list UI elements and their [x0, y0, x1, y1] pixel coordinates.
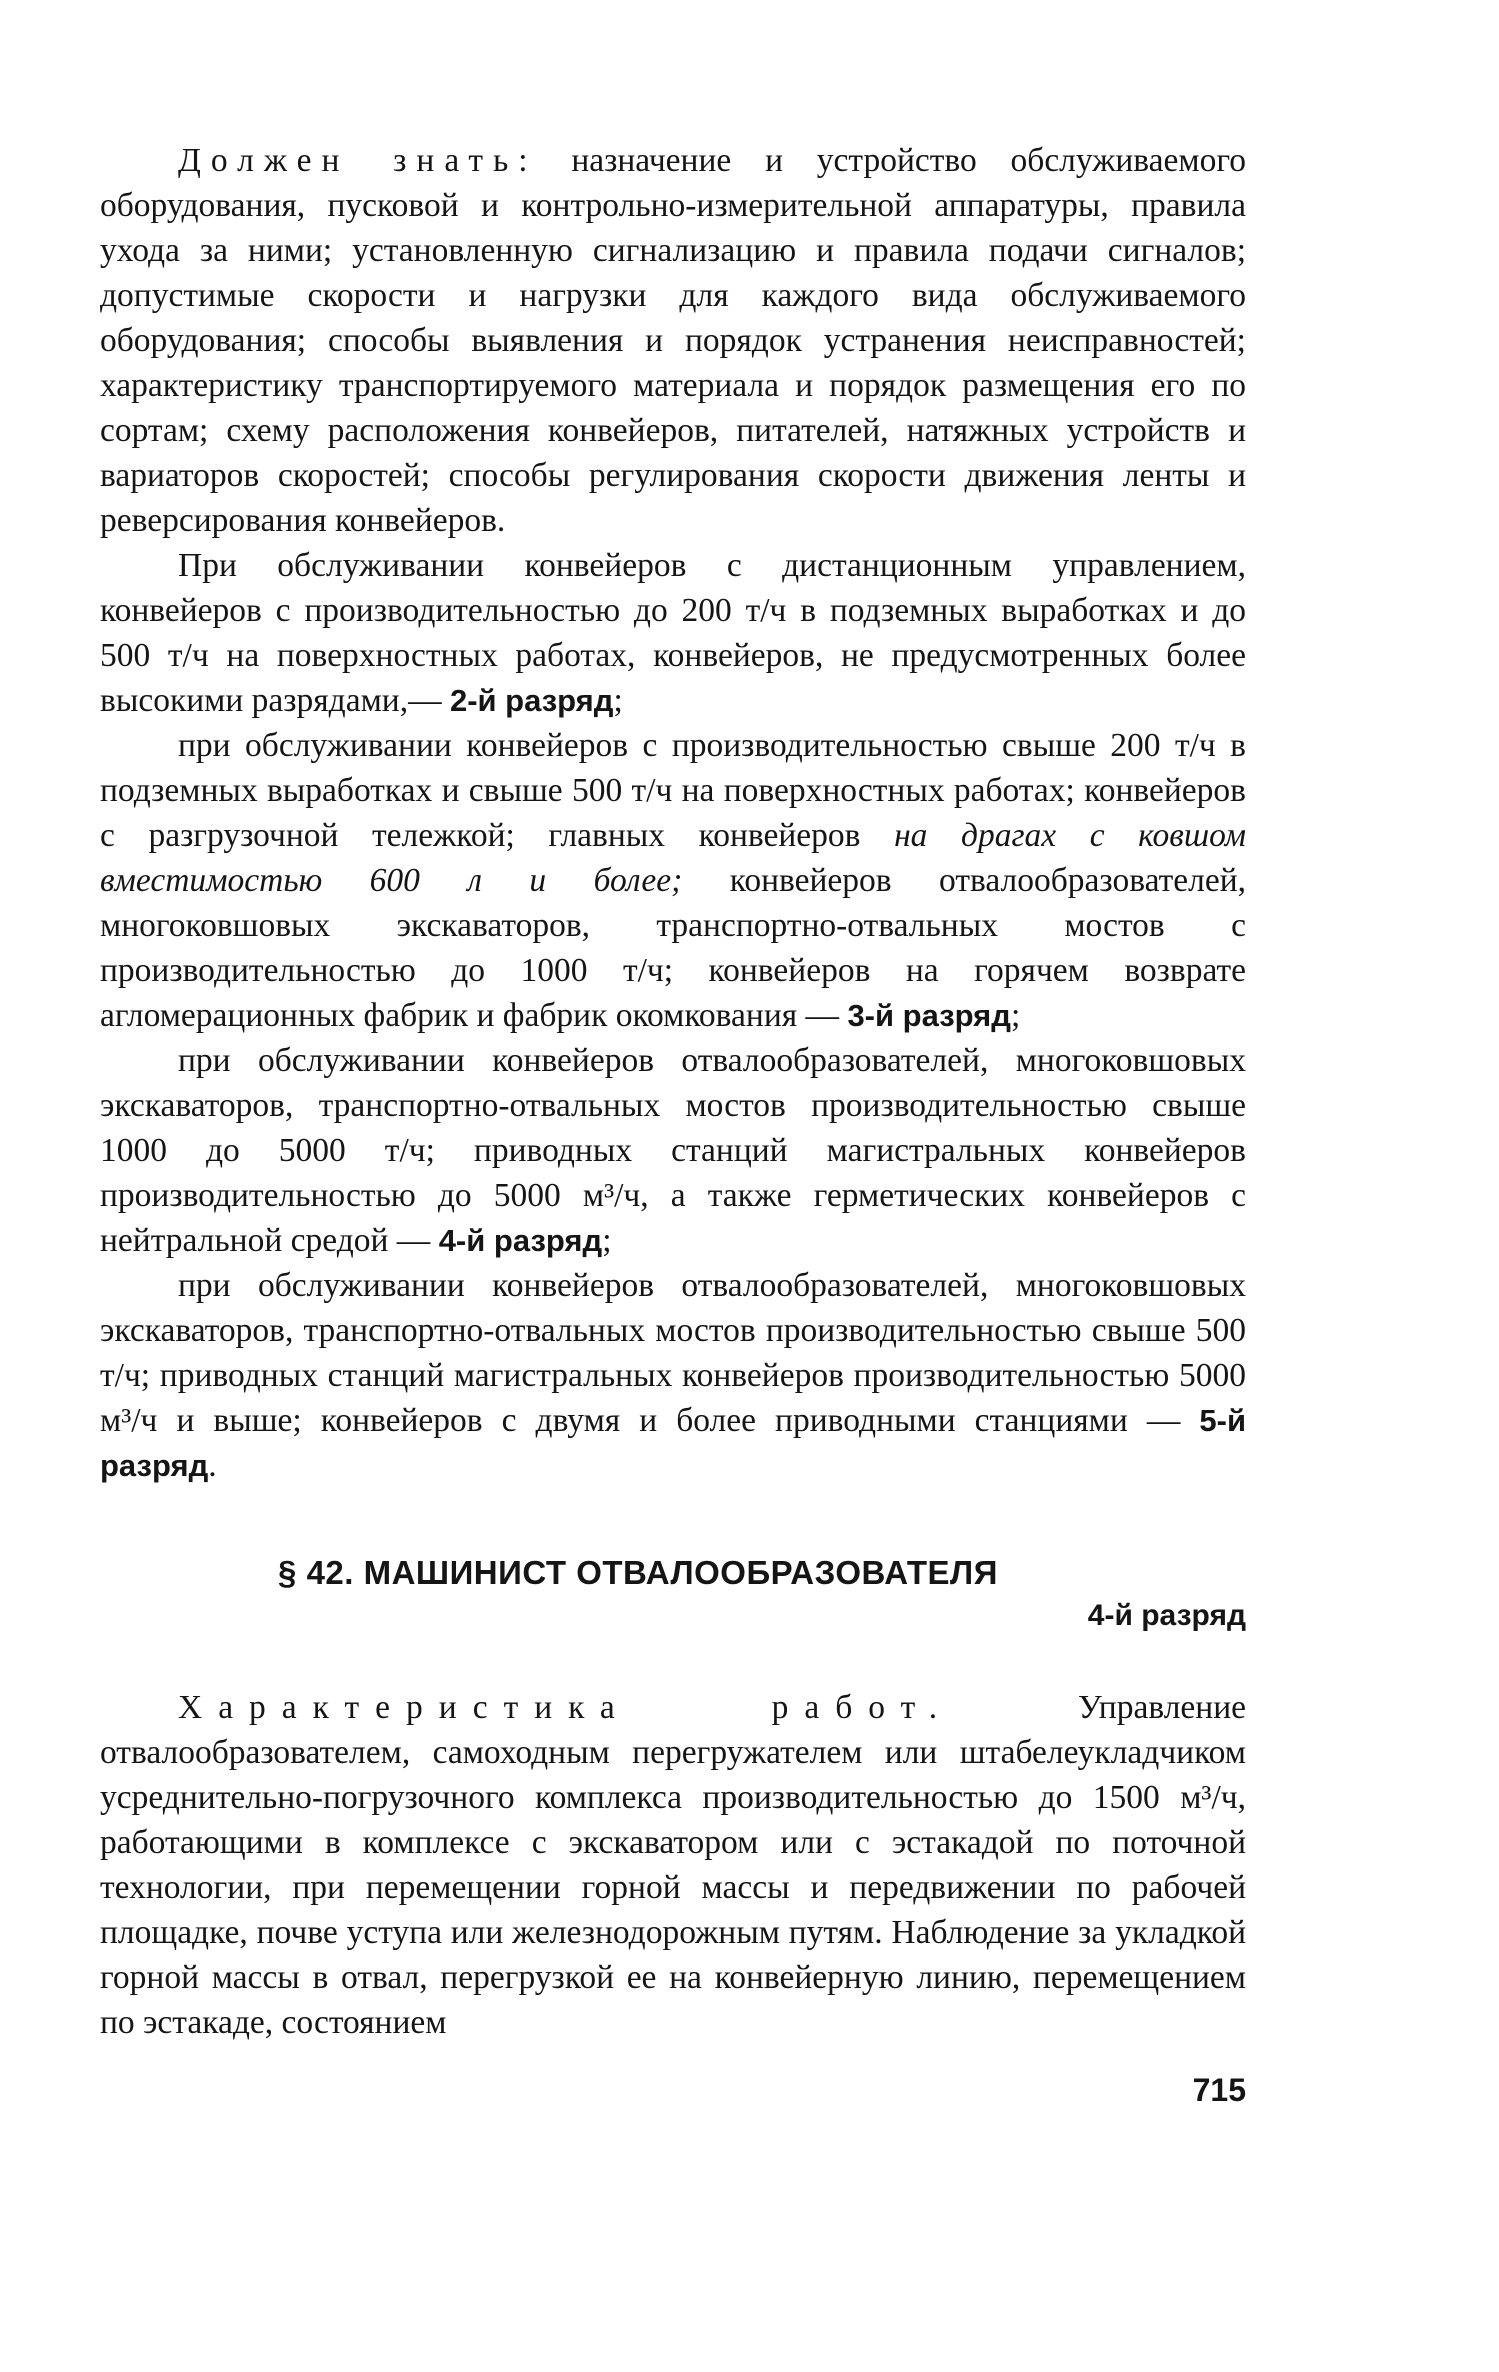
section-grade: 4-й разряд: [1087, 1599, 1246, 1632]
grade-label: 4-й разряд: [438, 1223, 603, 1258]
paragraph-text: при обслуживании конвейеров отвалообразователей, многоковшовых экскаваторов, транспортно-отвальных мостов производительностью свыше 1000 до 5000 т/ч; приводных станций магистральных конвейеров производительностью до 5000 м³/ч, а также герметических конвейеров с нейтральной средой —: [100, 1042, 1246, 1259]
section-heading: § 42. МАШИНИСТ ОТВАЛООБРАЗОВАТЕЛЯ: [278, 1554, 998, 1591]
grade-label: 2-й разряд: [449, 683, 614, 718]
paragraph-end: ;: [602, 1222, 612, 1259]
paragraph-end: .: [208, 1447, 217, 1484]
paragraph-grade-5: [100, 1263, 1246, 1488]
grade-label: 3-й разряд: [847, 998, 1011, 1033]
grade-label: 5-й разряд: [100, 1403, 1246, 1483]
paragraph-text-continued: конвейеров отвалообразователей, многоковшовых экскаваторов, транспортно-отвальных мостов с производительностью до 1000 т/ч; конвейеров на горячем возврате агломерационных фабрик и фабрик окомкования —: [100, 862, 1246, 1034]
italic-insert: на драгах с ковшом вместимостью 600 л и более;: [100, 817, 1246, 899]
paragraph-text: Управление отвалообразователем, самоходным перегружателем или штабелеукладчиком усреднительно-погрузочного комплекса производительностью до 1500 м³/ч, работающими в комплексе с экскаватором или с эстакадой по поточной технологии, при перемещении горной массы и передвижении по рабочей площадке, почве уступа или железнодорожным путям. Наблюдение за укладкой горной массы в отвал, перегрузкой ее на конвейерную линию, перемещением по эстакаде, состоянием: [100, 1689, 1246, 2041]
paragraph-text: при обслуживании конвейеров с производительностью свыше 200 т/ч в подземных выработках и свыше 500 т/ч на поверхностных работах; конвейеров с разгрузочной тележкой; главных конвейеров: [100, 727, 1246, 854]
paragraph-end: ;: [1010, 997, 1021, 1034]
page-number: 715: [1192, 2072, 1246, 2108]
paragraph-grade-3: [100, 723, 1246, 1038]
page-body: [100, 138, 1246, 2045]
paragraph-must-know: [100, 138, 1246, 543]
paragraph-grade-4: [100, 1038, 1246, 1263]
lead-label-characteristics: Характеристика работ.: [178, 1689, 954, 1726]
paragraph-text: назначение и устройство обслуживаемого оборудования, пусковой и контрольно-измерительной аппаратуры, правила ухода за ними; установленную сигнализацию и правила подачи сигналов; допустимые скорости и нагрузки для каждого вида обслуживаемого оборудования; способы выявления и порядок устранения неисправностей; характеристику транспортируемого материала и порядок размещения его по сортам; схему расположения конвейеров, питателей, натяжных устройств и вариаторов скоростей; способы регулирования скорости движения ленты и реверсирования конвейеров.: [100, 142, 1247, 539]
paragraph-text: при обслуживании конвейеров отвалообразователей, многоковшовых экскаваторов, транспортно-отвальных мостов производительностью свыше 500 т/ч; приводных станций магистральных конвейеров производительностью 5000 м³/ч и выше; конвейеров с двумя и более приводными станциями —: [100, 1267, 1246, 1439]
lead-label-must-know: Должен знать:: [178, 142, 538, 179]
paragraph-grade-2: [100, 543, 1246, 723]
paragraph-text: При обслуживании конвейеров с дистанционным управлением, конвейеров с производительностью до 200 т/ч в подземных выработках и до 500 т/ч на поверхностных работах, конвейеров, не предусмотренных более высокими разрядами,—: [100, 547, 1246, 719]
paragraph-end: ;: [613, 682, 623, 719]
paragraph-work-characteristics: [100, 1685, 1246, 2045]
